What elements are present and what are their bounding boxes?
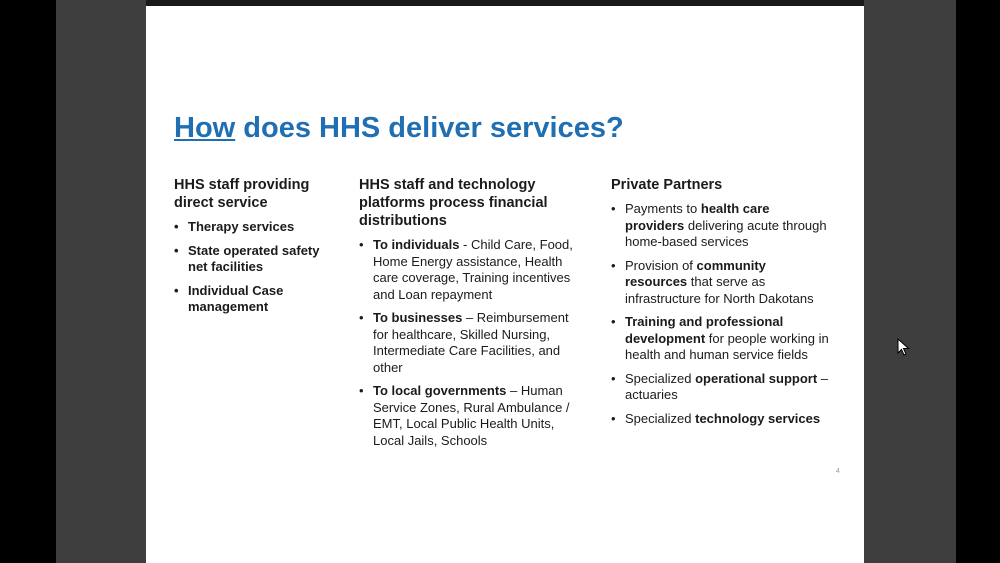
direct-service-list [174, 219, 334, 316]
list-item-text: that serve as infrastructure for North Dakotans [625, 274, 814, 306]
right-gray-border [864, 0, 956, 563]
right-letterbox [956, 0, 1000, 563]
list-item-text: – actuaries [625, 370, 829, 402]
list-item-text: Provision of [625, 257, 697, 273]
list-item-text: Individual Case management [188, 282, 284, 314]
list-item-bold: community resources [625, 257, 766, 289]
slide-title [174, 112, 624, 145]
list-item [359, 237, 581, 303]
list-item-text: Therapy services [188, 219, 295, 234]
list-item [611, 201, 831, 251]
left-gray-border [56, 0, 146, 563]
column-heading: HHS staff and technology platforms process financial distributions [359, 177, 548, 229]
list-item-bold: To businesses [373, 310, 463, 325]
title-link-how[interactable]: How [174, 112, 236, 144]
list-item-text: Specialized [625, 370, 696, 386]
list-item-bold: technology services [695, 410, 821, 426]
list-item-text: for people working in health and human service fields [625, 330, 829, 362]
list-item-bold: operational support [695, 370, 818, 386]
title-text: does HHS deliver services? [235, 112, 624, 144]
list-item-text: State operated safety net facilities [188, 242, 320, 274]
list-item-text: Specialized [625, 410, 696, 426]
private-partners-list [611, 201, 831, 427]
list-item [174, 219, 334, 236]
list-item [611, 258, 831, 308]
list-item-bold: To local governments [373, 383, 507, 398]
list-item [611, 371, 831, 404]
financial-distributions-list [359, 237, 581, 449]
column-heading: Private Partners [611, 177, 723, 193]
list-item [174, 243, 334, 276]
list-item-text: – Human Service Zones, Rural Ambulance / EMT, Local Public Health Units, Local Jails, Schools [373, 383, 570, 448]
list-item-bold: Training and professional development [625, 314, 784, 346]
presentation-slide [146, 6, 864, 563]
column-private-partners [611, 176, 831, 434]
column-heading: HHS staff providing direct service [174, 177, 310, 211]
list-item-text: Payments to [625, 201, 701, 216]
list-item [359, 310, 581, 376]
list-item [611, 314, 831, 364]
list-item [359, 383, 581, 449]
list-item-text: - Child Care, Food, Home Energy assistance, Health care coverage, Training incentives and Loan repayment [373, 237, 573, 302]
mouse-cursor-icon [897, 338, 911, 356]
column-financial-distributions [359, 176, 581, 456]
left-letterbox [0, 0, 56, 563]
column-direct-service [174, 176, 334, 323]
list-item-bold: health care providers [625, 201, 770, 233]
list-item-text: delivering acute through home-based services [625, 217, 827, 249]
slide-page-number: 4 [836, 468, 840, 475]
list-item-text: – Reimbursement for healthcare, Skilled Nursing, Intermediate Care Facilities, and other [373, 310, 569, 375]
list-item [174, 283, 334, 316]
list-item [611, 411, 831, 428]
list-item-bold: To individuals [373, 237, 460, 252]
